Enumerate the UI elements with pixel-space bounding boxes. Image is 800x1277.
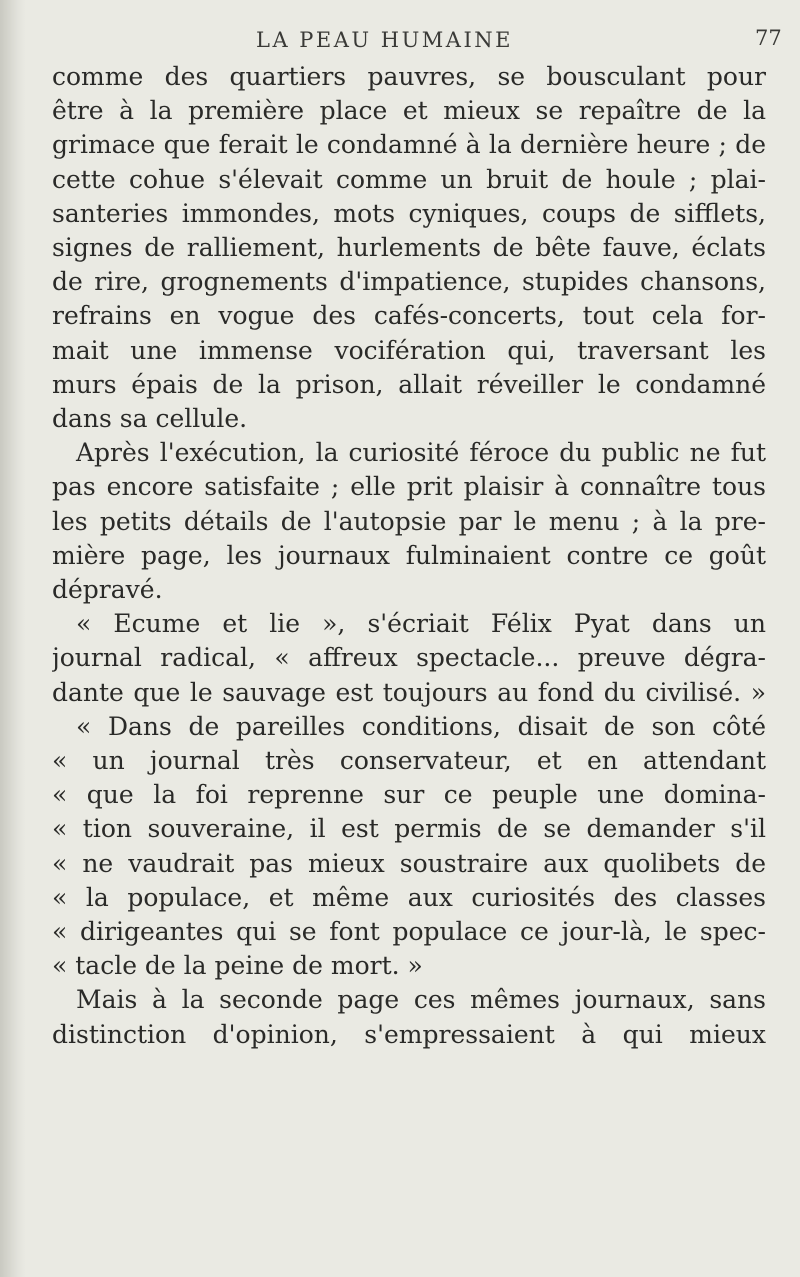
text-line: refrains en vogue des cafés-concerts, tout cela for- xyxy=(52,301,766,331)
text-line: « tion souveraine, il est permis de se demander s'il xyxy=(52,814,766,844)
text-line: « Dans de pareilles conditions, disait de son côté xyxy=(76,711,766,741)
text-line: signes de ralliement, hurlements de bête fauve, éclats xyxy=(52,233,766,263)
text-line: comme des quartiers pauvres, se bousculant pour xyxy=(52,62,766,91)
text-line: « que la foi reprenne sur ce peuple une domina- xyxy=(52,780,766,810)
text-line: « la populace, et même aux curiosités des classes xyxy=(52,882,766,912)
text-line: « dirigeantes qui se font populace ce jour-là, le spec- xyxy=(52,917,766,947)
text-line: murs épais de la prison, allait réveiller le condamné xyxy=(52,369,766,399)
text-line: mière page, les journaux fulminaient contre ce goût xyxy=(52,540,766,570)
text-line: journal radical, « affreux spectacle... preuve dégra- xyxy=(52,643,766,673)
text-line: « tacle de la peine de mort. » xyxy=(52,951,423,981)
text-line: distinction d'opinion, s'empressaient à qui mieux xyxy=(52,1019,766,1049)
text-line: Après l'exécution, la curiosité féroce du public ne fut xyxy=(76,438,766,468)
text-line: dépravé. xyxy=(52,575,163,605)
text-line: cette cohue s'élevait comme un bruit de houle ; plai- xyxy=(52,164,766,194)
text-line: être à la première place et mieux se repaître de la xyxy=(52,96,766,126)
text-line: grimace que ferait le condamné à la dernière heure ; de xyxy=(52,130,766,160)
body-text xyxy=(52,60,766,1052)
binding-shadow xyxy=(0,0,26,1277)
running-title: LA PEAU HUMAINE xyxy=(256,28,513,52)
text-line: « ne vaudrait pas mieux soustraire aux quolibets de xyxy=(52,848,766,878)
text-line: pas encore satisfaite ; elle prit plaisir à connaître tous xyxy=(52,472,766,502)
text-line: de rire, grognements d'impatience, stupides chansons, xyxy=(52,267,766,297)
text-line: « un journal très conservateur, et en attendant xyxy=(52,746,766,776)
text-line: santeries immondes, mots cyniques, coups de sifflets, xyxy=(52,198,766,228)
text-line: dans sa cellule. xyxy=(52,404,248,434)
text-line: Mais à la seconde page ces mêmes journaux, sans xyxy=(76,985,766,1015)
text-line: dante que le sauvage est toujours au fond du civilisé. » xyxy=(52,677,766,707)
text-line: « Ecume et lie », s'écriait Félix Pyat dans un xyxy=(76,609,766,639)
text-line: mait une immense vocifération qui, traversant les xyxy=(52,335,766,365)
text-line: les petits détails de l'autopsie par le menu ; à la pre- xyxy=(52,506,766,536)
page-number: 77 xyxy=(755,26,782,50)
